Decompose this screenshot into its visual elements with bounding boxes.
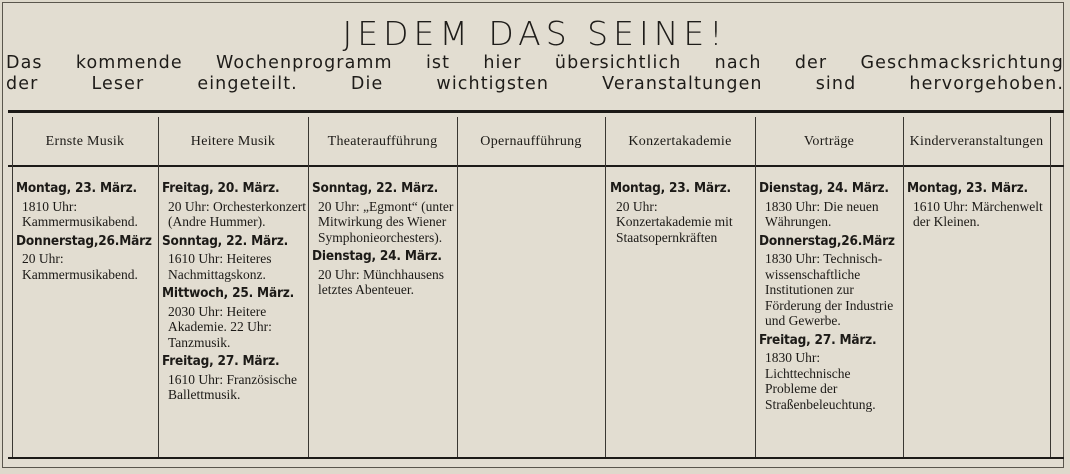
column-divider: [1050, 117, 1051, 457]
column-divider: [903, 117, 904, 457]
day-label: Freitag, 27. März.: [162, 353, 280, 369]
column-divider: [457, 117, 458, 457]
day-label: Dienstag, 24. März.: [759, 180, 889, 196]
event-text: 20 Uhr: „Egmont“ (unter Mitwirkung des Wiener Symphonieorchesters).: [318, 198, 454, 245]
header-rule: [8, 165, 1064, 167]
column-divider: [158, 117, 159, 457]
column-divider: [308, 117, 309, 457]
header-vortraege: Vorträge: [803, 133, 855, 149]
header-konzertakademie: Konzertakademie: [628, 133, 732, 149]
event-text: 1810 Uhr: Kammermusikabend.: [22, 198, 138, 229]
column-konzertakademie: [610, 181, 753, 249]
event-text: 1830 Uhr: Die neuen Währungen.: [765, 198, 879, 229]
event-text: 1610 Uhr: Märchenwelt der Kleinen.: [913, 198, 1043, 229]
top-rule: [8, 110, 1064, 113]
column-divider: [605, 117, 606, 457]
event-text: 2030 Uhr: Heitere Akademie. 22 Uhr: Tanzmusik.: [168, 303, 272, 350]
event-text: 1830 Uhr: Technisch-wissenschaftliche Institutionen zur Förderung der Industrie und Gewerbe.: [765, 251, 894, 328]
day-label: Montag, 23. März.: [610, 180, 731, 196]
header-heitere-musik: Heitere Musik: [190, 133, 276, 149]
column-kinder: [907, 181, 1048, 234]
event-text: 20 Uhr: Konzertakademie mit Staatsopernkräften: [616, 198, 733, 245]
header-ernste-musik: Ernste Musik: [45, 133, 125, 149]
intro-line-1: Das kommende Wochenprogramm ist hier übersichtlich nach der Geschmacksrichtung: [6, 53, 1064, 73]
day-label: Dienstag, 24. März.: [312, 248, 442, 264]
day-label: Montag, 23. März.: [16, 180, 137, 196]
day-label: Freitag, 27. März.: [759, 331, 877, 348]
day-label: Montag, 23. März.: [907, 180, 1028, 196]
intro-line-2: der Leser eingeteilt. Die wichtigsten Veranstaltungen sind hervorgehoben.: [6, 74, 1064, 94]
event-text: 20 Uhr: Münchhausens letztes Abenteuer.: [318, 266, 444, 297]
column-divider: [755, 117, 756, 457]
day-label: Donnerstag,26.März: [16, 232, 152, 249]
day-label: Mittwoch, 25. März.: [162, 285, 295, 301]
column-theater: [312, 181, 455, 302]
event-text: 20 Uhr: Kammermusikabend.: [22, 251, 138, 282]
header-kinder: Kinderveranstaltungen: [909, 133, 1044, 149]
event-text: 1610 Uhr: Heiteres Nachmittagskonz.: [168, 251, 272, 282]
day-label: Sonntag, 22. März.: [312, 180, 439, 196]
bottom-rule: [8, 457, 1064, 459]
day-label: Freitag, 20. März.: [162, 180, 280, 196]
header-oper: Opernaufführung: [480, 133, 582, 149]
page-title: JEDEM DAS SEINE!: [342, 14, 728, 53]
column-vortraege: [759, 181, 901, 416]
header-theater: Theateraufführung: [327, 133, 438, 149]
event-text: 20 Uhr: Orchesterkonzert (Andre Hummer).: [168, 198, 306, 229]
day-label: Donnerstag,26.März: [759, 232, 895, 249]
day-label: Sonntag, 22. März.: [162, 232, 289, 249]
intro-text: [6, 53, 1064, 95]
event-text: 1610 Uhr: Französische Ballettmusik.: [168, 371, 297, 402]
column-ernste-musik: [16, 181, 156, 286]
column-divider: [12, 117, 13, 457]
event-text: 1830 Uhr: Lichttechnische Probleme der Straßenbeleuchtung.: [765, 350, 876, 412]
column-heitere-musik: [162, 181, 306, 407]
